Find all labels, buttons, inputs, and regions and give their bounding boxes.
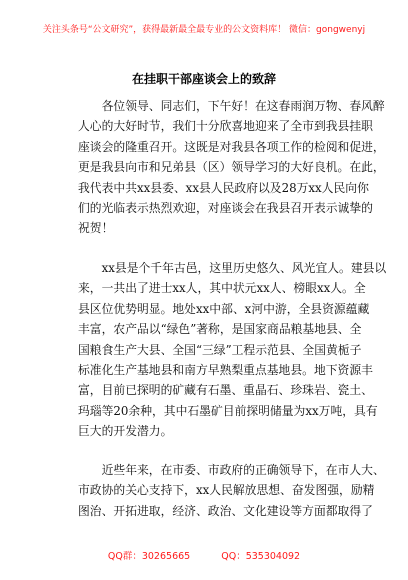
text-line: 座谈会的隆重召开。这既是对我县各项工作的检阅和促进， (78, 139, 385, 154)
text-line: 们的光临表示热烈欢迎，对座谈会在我县召开表示诚挚的 (78, 201, 373, 216)
paragraph-recent-years (78, 460, 385, 521)
paragraph-greeting (78, 96, 385, 239)
text-line: 近些年来，在市委、市政府的正确领导下，在市人大、 (78, 463, 385, 477)
text-line: 更是我县向市和兄弟县（区）领导学习的大好良机。在此， (78, 160, 385, 175)
paragraph-county-intro (78, 258, 387, 442)
text-line: 人心的大好时节，我们十分欣喜地迎来了全市到我县挂职 (78, 119, 373, 134)
header-note: 关注头条号“公文研究”，获得最新最全最专业的公文资料库！ 微信：gongwenyj (42, 25, 366, 35)
text-line: 国粮食生产大县、全国“三绿”工程示范县、全国黄栀子 (78, 342, 362, 357)
text-line: 各位领导、同志们，下午好！在这春雨润万物、春风醉 (78, 99, 385, 113)
text-line: 祝贺！ (78, 221, 114, 236)
footer-qq-number: QQ：535304092 (221, 551, 301, 562)
text-line: 市政协的关心支持下，xx人民解放思想、奋发图强，励精 (78, 483, 375, 498)
footer-contact (0, 548, 408, 562)
text-line: 巨大的开发潜力。 (78, 424, 173, 439)
text-line: 玛瑙等20余种，其中石墨矿目前探明储量为xx万吨，具有 (78, 403, 378, 418)
text-line: 我代表中共xx县委、xx县人民政府以及28万xx人民向你 (78, 180, 369, 195)
footer-qq-group: QQ群：30265665 (107, 551, 191, 562)
text-line: 丰富，农产品以“绿色”著称，是国家商品粮基地县、全 (78, 322, 362, 337)
document-title: 在挂职干部座谈会上的致辞 (131, 72, 276, 86)
text-line: xx县是个千年古邑，这里历史悠久、风光宜人。建县以 (78, 261, 387, 275)
text-line: 标准化生产基地县和南方早熟梨重点基地县。地下资源丰 (78, 363, 373, 378)
text-line: 县区位优势明显。地处xx中部、x河中游，全县资源蕴藏 (78, 301, 370, 316)
text-line: 富，目前已探明的矿藏有石墨、重晶石、珍珠岩、瓷土、 (78, 383, 373, 398)
text-line: 来，一共出了进士xx人，其中状元xx人、榜眼xx人。全 (78, 281, 366, 296)
text-line: 图治、开拓进取，经济、政治、文化建设等方面都取得了 (78, 503, 373, 518)
